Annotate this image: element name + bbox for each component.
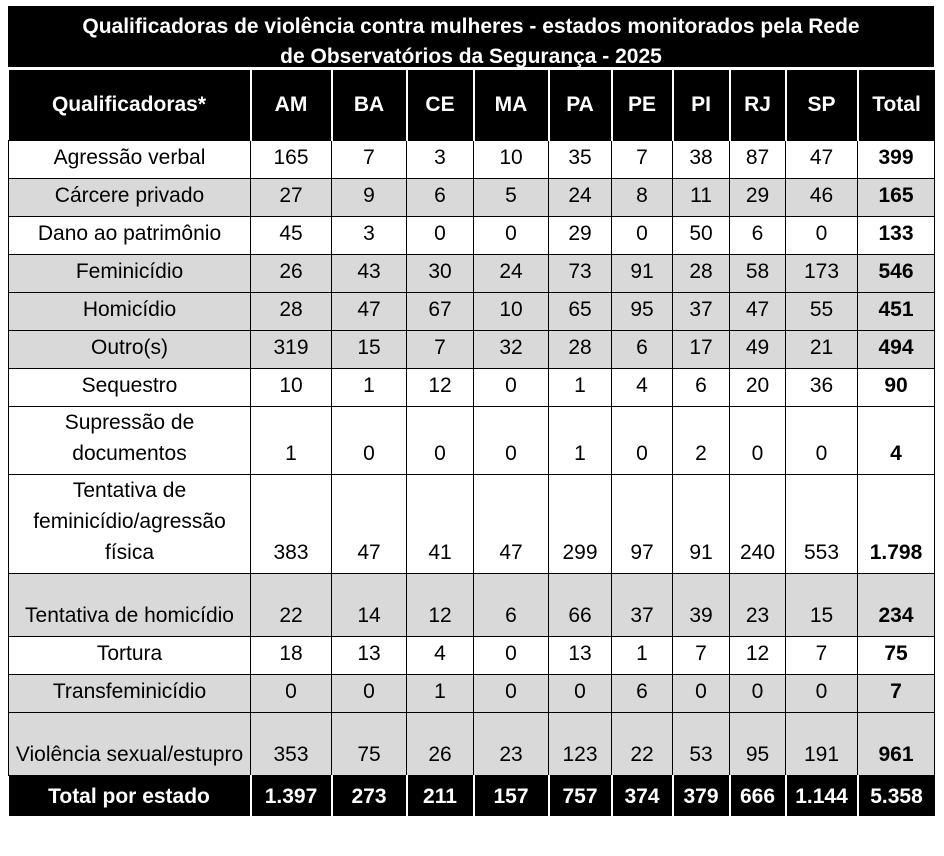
table-cell: 1 xyxy=(407,675,474,713)
table-cell: 18 xyxy=(251,637,332,675)
table-cell: 39 xyxy=(673,574,730,637)
table-cell: 0 xyxy=(730,675,786,713)
header-rj: RJ xyxy=(730,70,786,141)
table-row xyxy=(9,293,935,331)
table-cell: 0 xyxy=(474,675,549,713)
table-cell: 23 xyxy=(730,574,786,637)
table-cell: 14 xyxy=(332,574,407,637)
table-cell: 7 xyxy=(332,141,407,179)
row-total: 165 xyxy=(858,179,935,217)
table-cell: 12 xyxy=(407,369,474,407)
table-cell: 9 xyxy=(332,179,407,217)
row-label: Tentativa de feminicídio/agressão física xyxy=(9,475,251,574)
table-cell: 47 xyxy=(332,475,407,574)
table-cell: 13 xyxy=(549,637,612,675)
table-cell: 0 xyxy=(251,675,332,713)
row-total: 7 xyxy=(858,675,935,713)
table-cell: 65 xyxy=(549,293,612,331)
table-cell: 6 xyxy=(673,369,730,407)
table-cell: 0 xyxy=(673,675,730,713)
row-total: 90 xyxy=(858,369,935,407)
table-cell: 91 xyxy=(673,475,730,574)
row-total: 133 xyxy=(858,217,935,255)
table-cell: 20 xyxy=(730,369,786,407)
table-cell: 55 xyxy=(786,293,858,331)
footer-cell: 273 xyxy=(332,776,407,817)
table-cell: 32 xyxy=(474,331,549,369)
footer-row xyxy=(9,776,935,817)
row-label: Tentativa de homicídio xyxy=(9,574,251,637)
table-row xyxy=(9,217,935,255)
table-cell: 15 xyxy=(332,331,407,369)
table-cell: 36 xyxy=(786,369,858,407)
table-cell: 66 xyxy=(549,574,612,637)
row-total: 4 xyxy=(858,407,935,475)
footer-label: Total por estado xyxy=(9,776,251,817)
header-am: AM xyxy=(251,70,332,141)
table-cell: 5 xyxy=(474,179,549,217)
row-total: 399 xyxy=(858,141,935,179)
row-label: Transfeminicídio xyxy=(9,675,251,713)
table-cell: 191 xyxy=(786,713,858,776)
data-table xyxy=(8,70,935,816)
table-row xyxy=(9,637,935,675)
table-cell: 47 xyxy=(786,141,858,179)
header-total: Total xyxy=(858,70,935,141)
table-cell: 28 xyxy=(251,293,332,331)
table-cell: 0 xyxy=(407,407,474,475)
row-total: 1.798 xyxy=(858,475,935,574)
table-cell: 11 xyxy=(673,179,730,217)
title-line-2: de Observatórios da Segurança - 2025 xyxy=(280,45,662,68)
header-ce: CE xyxy=(407,70,474,141)
table-cell: 67 xyxy=(407,293,474,331)
table-cell: 173 xyxy=(786,255,858,293)
row-label: Tortura xyxy=(9,637,251,675)
table-cell: 91 xyxy=(612,255,673,293)
table-cell: 43 xyxy=(332,255,407,293)
footer-cell: 374 xyxy=(612,776,673,817)
row-label: Supressão de documentos xyxy=(9,407,251,475)
table-cell: 383 xyxy=(251,475,332,574)
table-cell: 6 xyxy=(612,331,673,369)
row-total: 961 xyxy=(858,713,935,776)
table-cell: 0 xyxy=(786,407,858,475)
table-cell: 299 xyxy=(549,475,612,574)
table-cell: 35 xyxy=(549,141,612,179)
table-row xyxy=(9,475,935,574)
table-cell: 49 xyxy=(730,331,786,369)
table-cell: 10 xyxy=(474,141,549,179)
row-label: Feminicídio xyxy=(9,255,251,293)
footer-cell: 666 xyxy=(730,776,786,817)
table-cell: 6 xyxy=(407,179,474,217)
table-cell: 75 xyxy=(332,713,407,776)
table-cell: 240 xyxy=(730,475,786,574)
table-cell: 47 xyxy=(332,293,407,331)
table-cell: 38 xyxy=(673,141,730,179)
table-cell: 4 xyxy=(407,637,474,675)
table-cell: 0 xyxy=(612,407,673,475)
table-row xyxy=(9,141,935,179)
table-cell: 95 xyxy=(612,293,673,331)
footer-cell: 379 xyxy=(673,776,730,817)
table-cell: 97 xyxy=(612,475,673,574)
table-cell: 7 xyxy=(612,141,673,179)
table-cell: 0 xyxy=(474,369,549,407)
row-total: 234 xyxy=(858,574,935,637)
table-cell: 27 xyxy=(251,179,332,217)
table-cell: 53 xyxy=(673,713,730,776)
row-label: Outro(s) xyxy=(9,331,251,369)
table-cell: 7 xyxy=(407,331,474,369)
table-row xyxy=(9,255,935,293)
table-cell: 319 xyxy=(251,331,332,369)
table-container xyxy=(8,6,934,816)
table-cell: 0 xyxy=(786,675,858,713)
header-qualificadoras: Qualificadoras* xyxy=(9,70,251,141)
table-cell: 6 xyxy=(612,675,673,713)
table-cell: 10 xyxy=(474,293,549,331)
table-cell: 24 xyxy=(474,255,549,293)
table-cell: 13 xyxy=(332,637,407,675)
table-row xyxy=(9,407,935,475)
header-row xyxy=(9,70,935,141)
table-cell: 50 xyxy=(673,217,730,255)
footer-cell: 1.144 xyxy=(786,776,858,817)
table-cell: 2 xyxy=(673,407,730,475)
table-cell: 41 xyxy=(407,475,474,574)
table-cell: 165 xyxy=(251,141,332,179)
table-cell: 87 xyxy=(730,141,786,179)
table-cell: 28 xyxy=(549,331,612,369)
table-cell: 37 xyxy=(612,574,673,637)
row-total: 451 xyxy=(858,293,935,331)
table-cell: 3 xyxy=(407,141,474,179)
table-cell: 15 xyxy=(786,574,858,637)
footer-cell: 157 xyxy=(474,776,549,817)
footer-total: 5.358 xyxy=(858,776,935,817)
table-cell: 30 xyxy=(407,255,474,293)
table-cell: 0 xyxy=(786,217,858,255)
table-cell: 353 xyxy=(251,713,332,776)
table-row xyxy=(9,713,935,776)
table-row xyxy=(9,675,935,713)
table-cell: 0 xyxy=(474,407,549,475)
table-cell: 123 xyxy=(549,713,612,776)
table-cell: 47 xyxy=(730,293,786,331)
table-cell: 7 xyxy=(673,637,730,675)
header-pa: PA xyxy=(549,70,612,141)
table-cell: 0 xyxy=(407,217,474,255)
table-cell: 0 xyxy=(332,407,407,475)
table-cell: 7 xyxy=(786,637,858,675)
table-cell: 26 xyxy=(251,255,332,293)
header-pi: PI xyxy=(673,70,730,141)
row-total: 75 xyxy=(858,637,935,675)
table-cell: 0 xyxy=(549,675,612,713)
footer-cell: 211 xyxy=(407,776,474,817)
table-cell: 4 xyxy=(612,369,673,407)
table-cell: 0 xyxy=(730,407,786,475)
header-ma: MA xyxy=(474,70,549,141)
table-row xyxy=(9,179,935,217)
table-cell: 1 xyxy=(332,369,407,407)
row-label: Cárcere privado xyxy=(9,179,251,217)
table-cell: 0 xyxy=(332,675,407,713)
table-cell: 29 xyxy=(730,179,786,217)
table-cell: 26 xyxy=(407,713,474,776)
table-cell: 12 xyxy=(407,574,474,637)
table-cell: 10 xyxy=(251,369,332,407)
table-cell: 0 xyxy=(612,217,673,255)
table-cell: 0 xyxy=(474,217,549,255)
table-cell: 45 xyxy=(251,217,332,255)
table-cell: 24 xyxy=(549,179,612,217)
table-cell: 47 xyxy=(474,475,549,574)
table-row xyxy=(9,574,935,637)
row-total: 494 xyxy=(858,331,935,369)
table-cell: 73 xyxy=(549,255,612,293)
table-row xyxy=(9,331,935,369)
table-cell: 553 xyxy=(786,475,858,574)
table-cell: 46 xyxy=(786,179,858,217)
table-cell: 23 xyxy=(474,713,549,776)
table-cell: 95 xyxy=(730,713,786,776)
row-total: 546 xyxy=(858,255,935,293)
table-cell: 29 xyxy=(549,217,612,255)
table-cell: 58 xyxy=(730,255,786,293)
table-cell: 17 xyxy=(673,331,730,369)
table-cell: 21 xyxy=(786,331,858,369)
header-ba: BA xyxy=(332,70,407,141)
table-cell: 22 xyxy=(251,574,332,637)
table-cell: 12 xyxy=(730,637,786,675)
table-body xyxy=(9,141,935,776)
table-cell: 22 xyxy=(612,713,673,776)
row-label: Agressão verbal xyxy=(9,141,251,179)
table-title xyxy=(8,6,934,70)
footer-cell: 757 xyxy=(549,776,612,817)
table-cell: 1 xyxy=(549,369,612,407)
table-cell: 6 xyxy=(730,217,786,255)
table-cell: 28 xyxy=(673,255,730,293)
table-cell: 1 xyxy=(251,407,332,475)
table-cell: 37 xyxy=(673,293,730,331)
header-sp: SP xyxy=(786,70,858,141)
header-pe: PE xyxy=(612,70,673,141)
row-label: Violência sexual/estupro xyxy=(9,713,251,776)
row-label: Dano ao patrimônio xyxy=(9,217,251,255)
table-cell: 1 xyxy=(549,407,612,475)
footer-cell: 1.397 xyxy=(251,776,332,817)
title-line-1: Qualificadoras de violência contra mulheres - estados monitorados pela Rede xyxy=(82,15,860,38)
row-label: Homicídio xyxy=(9,293,251,331)
table-row xyxy=(9,369,935,407)
row-label: Sequestro xyxy=(9,369,251,407)
table-cell: 8 xyxy=(612,179,673,217)
table-cell: 6 xyxy=(474,574,549,637)
table-cell: 1 xyxy=(612,637,673,675)
table-cell: 3 xyxy=(332,217,407,255)
table-cell: 0 xyxy=(474,637,549,675)
